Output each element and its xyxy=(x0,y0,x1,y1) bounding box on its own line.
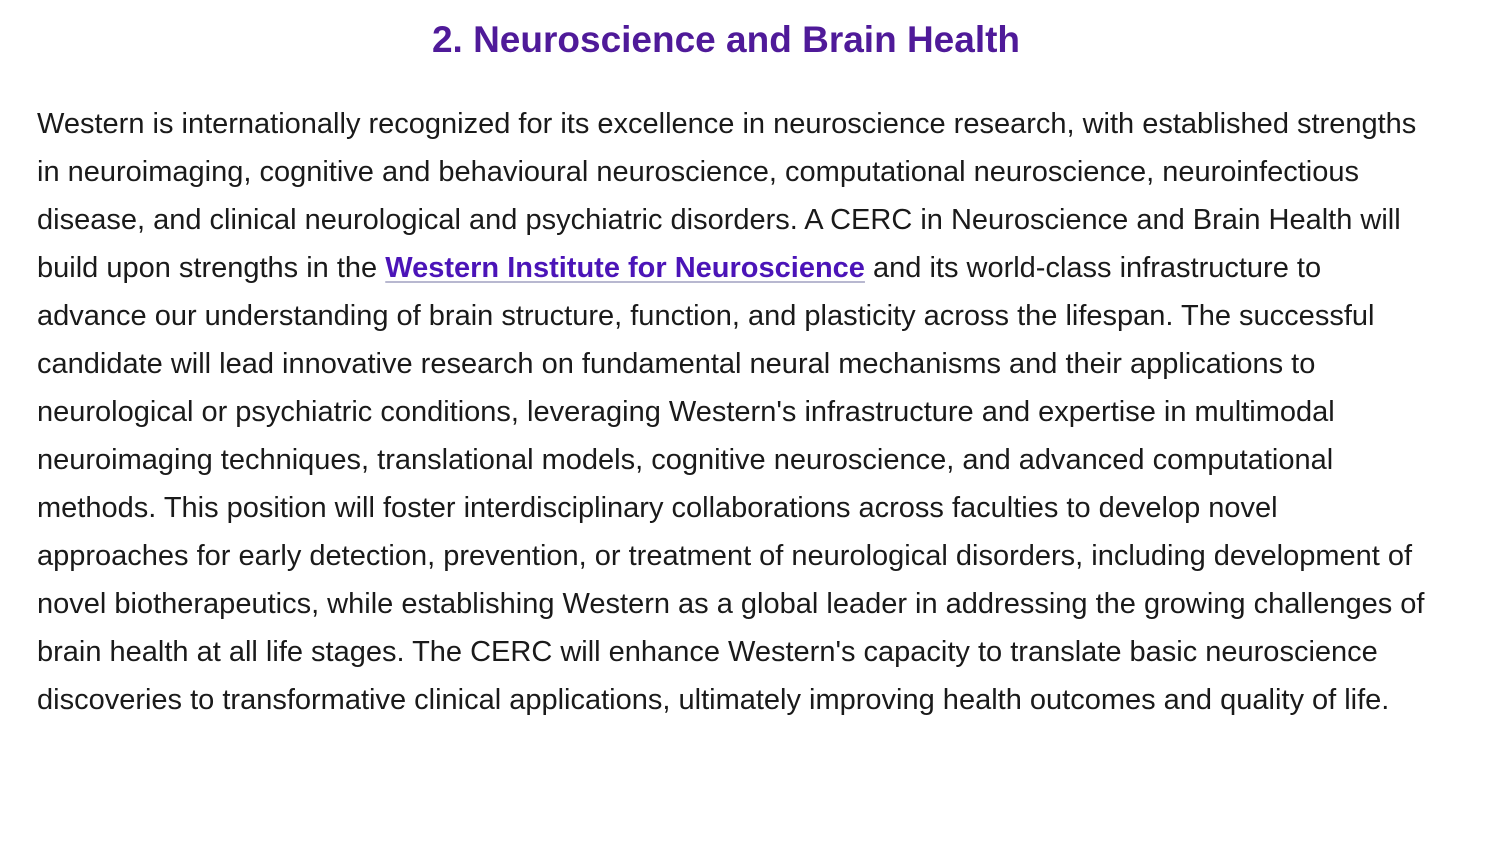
paragraph-text-after-link: and its world-class infrastructure to advance our understanding of brain structure, function, and plasticity across the lifespan. The successful candidate will lead innovative research on fundamental neural mechanisms and their applications to neurological or psychiatric conditions, leveraging Western's infrastructure and expertise in multimodal neuroimaging techniques, translational models, cognitive neuroscience, and advanced computational methods. This position will foster interdisciplinary collaborations across faculties to develop novel approaches for early detection, prevention, or treatment of neurological disorders, including development of novel biotherapeutics, while establishing Western as a global leader in addressing the growing challenges of brain health at all life stages. The CERC will enhance Western's capacity to translate basic neuroscience discoveries to transformative clinical applications, ultimately improving health outcomes and quality of life. xyxy=(37,252,1425,716)
western-institute-for-neuroscience-link[interactable]: Western Institute for Neuroscience xyxy=(385,252,865,284)
paragraph-text-before-link: Western is internationally recognized for its excellence in neuroscience research, with established strengths in neuroimaging, cognitive and behavioural neuroscience, computational neuroscience, neuroinfectious disease, and clinical neurological and psychiatric disorders. A CERC in Neuroscience and Brain Health will build upon strengths in the xyxy=(37,108,1417,284)
section-heading: 2. Neuroscience and Brain Health xyxy=(431,19,1021,60)
section-paragraph xyxy=(37,100,1437,724)
